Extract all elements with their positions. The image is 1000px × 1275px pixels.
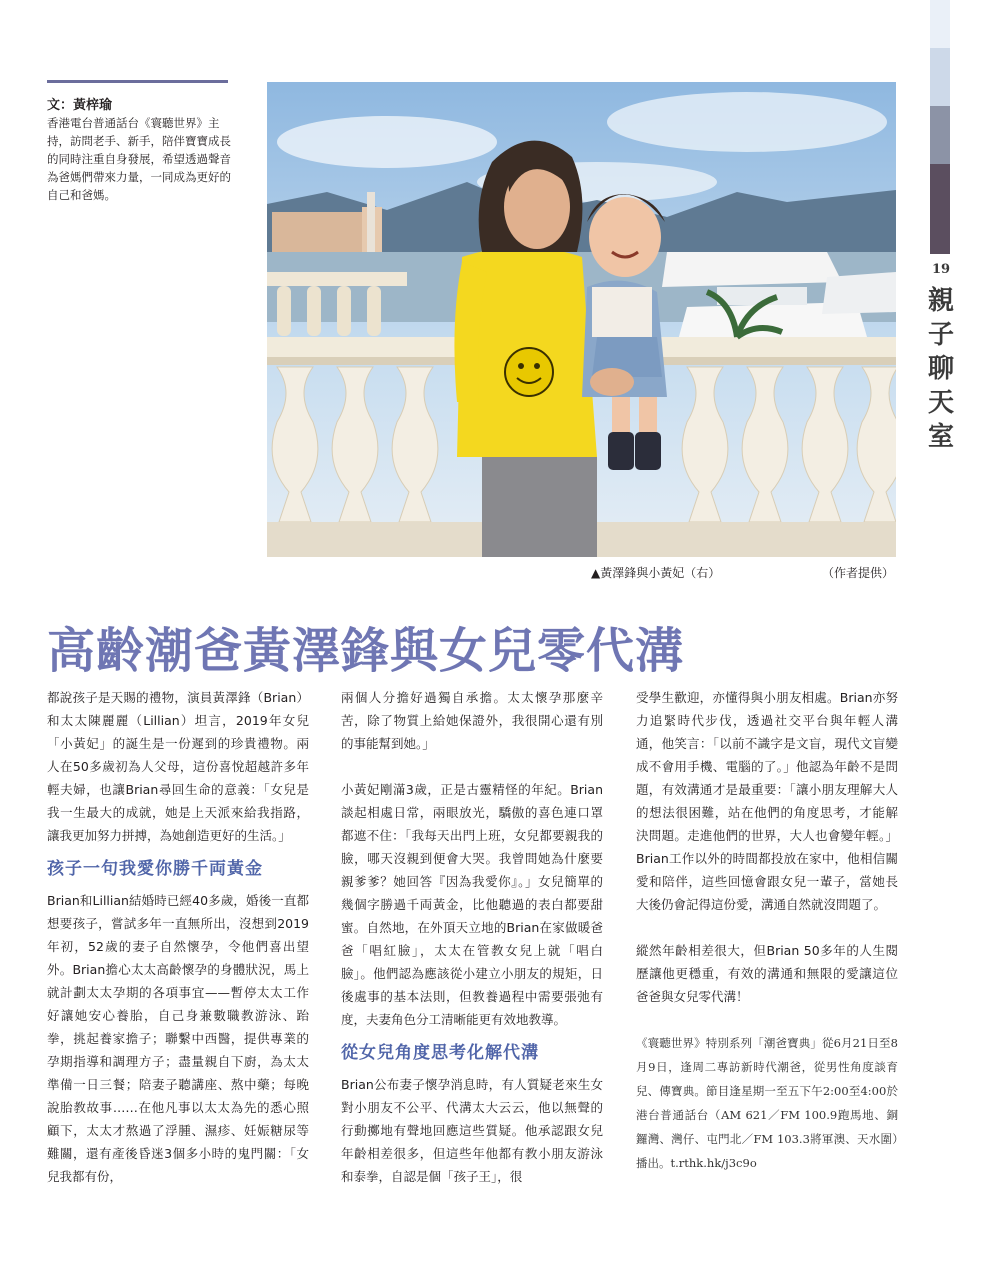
subheading: 孩子一句我愛你勝千両黃金	[47, 859, 263, 879]
column-1	[47, 686, 309, 1188]
side-strip-grey	[930, 106, 950, 164]
paragraph: 小黃妃剛滿3歲，正是古靈精怪的年紀。Brian談起相處日常，兩眼放光，驕傲的喜色連口罩都遮不住：「我每天出門上班，女兒都要親我的臉，哪天沒親到便會大哭。我曾問她為什麼要親爹爹？她回答『因為我愛你』。」女兒簡單的幾個字勝過千両黃金，比他聽過的表白都要甜蜜。自然地，在外頂天立地的Brian在家做暖爸爸「唱紅臉」，太太在管教女兒上就「唱白臉」。他們認為應該從小建立小朋友的規矩，日後處事的基本法則，但教養過程中需要張弛有度，夫妻角色分工清晰能更有效地教導。	[341, 782, 603, 1027]
column-title-char: 子	[927, 320, 954, 350]
author-name: 文：黃梓瑜	[47, 98, 113, 113]
column-title-char: 聊	[927, 354, 954, 384]
side-strip-dark	[930, 164, 950, 254]
paragraph-gap	[636, 916, 898, 939]
paragraph: Brian公布妻子懷孕消息時，有人質疑老來生女對小朋友不公平、代溝太大云云，他以無聲的行動擲地有聲地回應這些質疑。他承認跟女兒年齡相差很多，但這些年他都有教小朋友游泳和泰拳，自認是個「孩子王」，很	[341, 1077, 603, 1184]
column-title-char: 室	[927, 422, 954, 452]
column-title-char: 親	[927, 286, 954, 316]
paragraph: 受學生歡迎，亦懂得與小朋友相處。Brian亦努力追緊時代步伐，透過社交平台與年輕人溝通，他笑言：「以前不識字是文盲，現代文盲變成不會用手機、電腦的了。」他認為年齡不是問題，有效溝通才是最重要：「讓小朋友理解大人的想法很困難，站在他們的角度思考，才能解決問題。走進他們的世界，大人也會變年輕。」Brian工作以外的時間都投放在家中，他相信關愛和陪伴，這些回憶會跟女兒一輩子，當她長大後仍會記得這份愛，溝通自然就沒問題了。	[636, 690, 898, 912]
program-note: 《寰聽世界》特別系列「潮爸寶典」從6月21日至8月9日，逢周二專訪新時代潮爸，從男性角度談育兒、傳寶典。節目逢星期一至五下午2:00至4:00於港台普通話台（AM 621／FM 100.9跑馬地、銅鑼灣、灣仔、屯門北／FM 103.3將軍澳、天水圍）播出。t.rthk.hk/j3c9o	[636, 1036, 898, 1170]
photo-caption: ▲黃澤鋒與小黃妃（右）	[591, 566, 721, 580]
paragraph: 都說孩子是天賜的禮物，演員黃澤鋒（Brian）和太太陳麗麗（Lillian）坦言，2019年女兒「小黃妃」的誕生是一份遲到的珍貴禮物。兩人在50多歲初為人父母，這份喜悅超越許多年輕夫婦，也讓Brian尋回生命的意義：「女兒是我一生最大的成就，她是上天派來給我指路，讓我更加努力拼搏，為她創造更好的生活。」	[47, 690, 309, 843]
column-3	[636, 686, 898, 1175]
paragraph: 兩個人分擔好過獨自承擔。太太懷孕那麼辛苦，除了物質上給她保證外，我很開心還有別的事能幫到她。」	[341, 690, 603, 751]
paragraph: 縱然年齡相差很大，但Brian 50多年的人生閱歷讓他更穩重，有效的溝通和無限的愛讓這位爸爸與女兒零代溝！	[636, 943, 898, 1004]
column-title-char: 天	[927, 388, 954, 418]
subheading: 從女兒角度思考化解代溝	[341, 1043, 539, 1063]
paragraph: Brian和Lillian結婚時已經40多歲，婚後一直都想要孩子，嘗試多年一直無所出，沒想到2019年初，52歲的妻子自然懷孕，令他們喜出望外。Brian擔心太太高齡懷孕的身體狀況，馬上就計劃太太孕期的各項事宜——暫停太太工作好讓她安心養胎，自己身兼數職教游泳、跆拳，挑起養家擔子；聯繫中西醫，提供專業的孕期指導和調理方子；盡量親自下廚，為太太準備一日三餐；陪妻子聽講座、熬中藥；每晚說胎教故事……在他凡事以太太為先的悉心照顧下，太太才熬過了浮腫、濕疹、妊娠糖尿等難關，還有產後昏迷3個多小時的鬼門關：「女兒我都有份，	[47, 893, 309, 1184]
author-bio: 香港電台普通話台《寰聽世界》主持，訪問老手、新手，陪伴寶寶成長的同時注重自身發展，希望透過聲音為爸媽們帶來力量，一同成為更好的自己和爸媽。	[47, 116, 231, 202]
headline: 高齡潮爸黃澤鋒與女兒零代溝	[47, 623, 685, 679]
paragraph-gap	[636, 1008, 898, 1031]
author-rule	[47, 80, 228, 83]
photo-credit: （作者提供）	[822, 566, 895, 580]
column-title	[926, 284, 956, 454]
column-2	[341, 686, 603, 1188]
side-strip-light	[930, 0, 950, 48]
article-photo	[267, 82, 896, 557]
page-number: 19	[931, 262, 951, 277]
side-strip-blue	[930, 48, 950, 106]
paragraph-gap	[341, 755, 603, 778]
